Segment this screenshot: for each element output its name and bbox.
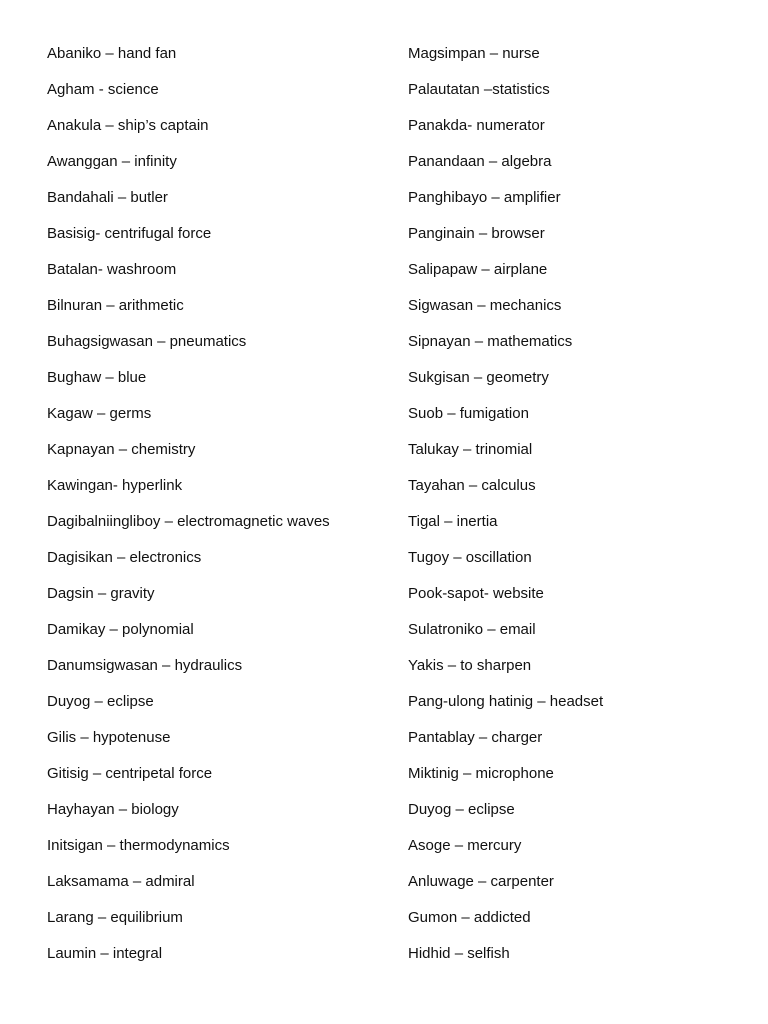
left-word-list bbox=[47, 44, 387, 980]
glossary-entry: Panakda- numerator bbox=[408, 117, 545, 134]
glossary-entry: Initsigan – thermodynamics bbox=[47, 837, 230, 854]
glossary-entry: Danumsigwasan – hydraulics bbox=[47, 657, 243, 674]
glossary-entry: Yakis – to sharpen bbox=[408, 657, 532, 674]
glossary-entry: Damikay – polynomial bbox=[47, 621, 194, 638]
glossary-entry: Awanggan – infinity bbox=[47, 153, 177, 170]
glossary-entry: Tugoy – oscillation bbox=[408, 549, 532, 566]
glossary-entry: Asoge – mercury bbox=[408, 837, 522, 854]
glossary-entry: Bughaw – blue bbox=[47, 369, 147, 386]
glossary-entry: Hidhid – selfish bbox=[408, 945, 510, 962]
glossary-entry: Palautatan –statistics bbox=[408, 81, 550, 98]
glossary-entry: Sipnayan – mathematics bbox=[408, 333, 573, 350]
glossary-entry: Agham - science bbox=[47, 81, 159, 98]
glossary-entry: Dagsin – gravity bbox=[47, 585, 155, 602]
glossary-entry: Anakula – ship’s captain bbox=[47, 117, 209, 134]
glossary-entry: Pantablay – charger bbox=[408, 729, 543, 746]
glossary-entry: Bandahali – butler bbox=[47, 189, 168, 206]
glossary-entry: Duyog – eclipse bbox=[47, 693, 154, 710]
glossary-entry: Tigal – inertia bbox=[408, 513, 498, 530]
glossary-entry: Basisig- centrifugal force bbox=[47, 225, 212, 242]
glossary-entry: Dagibalniingliboy – electromagnetic waves bbox=[47, 513, 330, 530]
glossary-entry: Sulatroniko – email bbox=[408, 621, 536, 638]
glossary-entry: Magsimpan – nurse bbox=[408, 45, 540, 62]
glossary-entry: Panginain – browser bbox=[408, 225, 545, 242]
glossary-entry: Larang – equilibrium bbox=[47, 909, 183, 926]
glossary-entry: Laksamama – admiral bbox=[47, 873, 195, 890]
glossary-entry: Miktinig – microphone bbox=[408, 765, 554, 782]
glossary-entry: Sigwasan – mechanics bbox=[408, 297, 562, 314]
glossary-entry: Duyog – eclipse bbox=[408, 801, 515, 818]
glossary-entry: Batalan- washroom bbox=[47, 261, 177, 278]
glossary-entry: Gumon – addicted bbox=[408, 909, 531, 926]
glossary-entry: Gitisig – centripetal force bbox=[47, 765, 213, 782]
glossary-entry: Abaniko – hand fan bbox=[47, 45, 177, 62]
glossary-entry: Suob – fumigation bbox=[408, 405, 529, 422]
right-word-list bbox=[408, 44, 748, 980]
glossary-entry: Salipapaw – airplane bbox=[408, 261, 548, 278]
glossary-entry: Kagaw – germs bbox=[47, 405, 152, 422]
glossary-entry: Sukgisan – geometry bbox=[408, 369, 549, 386]
glossary-entry: Kawingan- hyperlink bbox=[47, 477, 183, 494]
glossary-entry: Panandaan – algebra bbox=[408, 153, 552, 170]
glossary-entry: Gilis – hypotenuse bbox=[47, 729, 171, 746]
glossary-entry: Buhagsigwasan – pneumatics bbox=[47, 333, 247, 350]
glossary-entry: Hayhayan – biology bbox=[47, 801, 179, 818]
glossary-entry: Pang-ulong hatinig – headset bbox=[408, 693, 604, 710]
glossary-entry: Laumin – integral bbox=[47, 945, 163, 962]
glossary-entry: Talukay – trinomial bbox=[408, 441, 533, 458]
glossary-entry: Dagisikan – electronics bbox=[47, 549, 202, 566]
glossary-entry: Bilnuran – arithmetic bbox=[47, 297, 184, 314]
glossary-entry: Kapnayan – chemistry bbox=[47, 441, 196, 458]
glossary-entry: Tayahan – calculus bbox=[408, 477, 536, 494]
glossary-entry: Pook-sapot- website bbox=[408, 585, 544, 602]
glossary-entry: Panghibayo – amplifier bbox=[408, 189, 561, 206]
glossary-entry: Anluwage – carpenter bbox=[408, 873, 554, 890]
